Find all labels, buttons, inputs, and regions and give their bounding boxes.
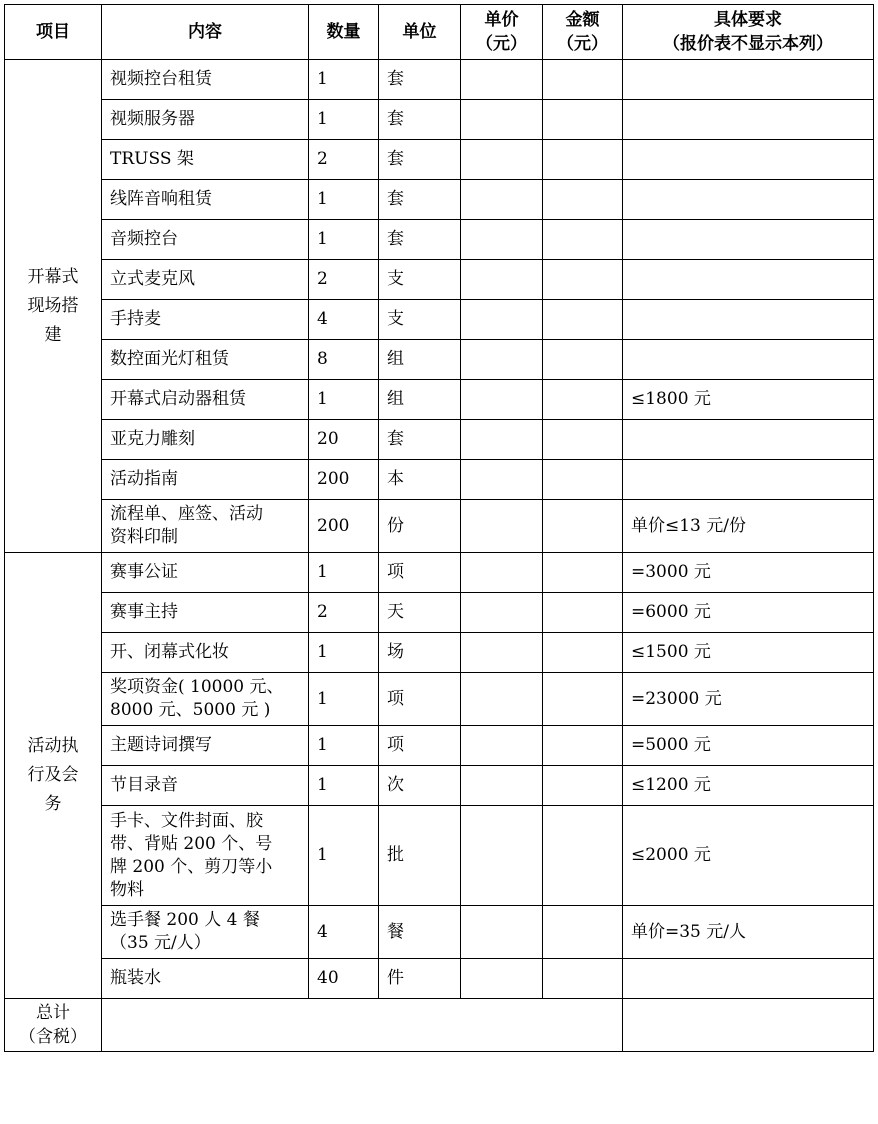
unit-cell: 组 [379,380,461,420]
content-cell: 奖项资金( 10000 元、 8000 元、5000 元 ) [102,673,309,726]
project-cell: 开幕式 现场搭 建 [5,60,102,553]
requirement-cell [623,60,874,100]
unit-price-cell [461,766,543,806]
table-row [5,460,874,500]
unit-price-cell [461,633,543,673]
table-row [5,766,874,806]
amount-cell [543,593,623,633]
header-requirement: 具体要求 （报价表不显示本列） [623,5,874,60]
quotation-table [4,4,874,1052]
content-cell: 流程单、座签、活动 资料印制 [102,500,309,553]
amount-cell [543,673,623,726]
requirement-cell: ≤2000 元 [623,806,874,906]
amount-cell [543,553,623,593]
table-row [5,220,874,260]
table-row [5,553,874,593]
requirement-cell: ≤1500 元 [623,633,874,673]
table-row [5,959,874,999]
table-row [5,806,874,906]
content-cell: 数控面光灯租赁 [102,340,309,380]
unit-cell: 次 [379,766,461,806]
qty-cell: 1 [309,806,379,906]
content-cell: 开幕式启动器租赁 [102,380,309,420]
table-row [5,340,874,380]
content-cell: 瓶装水 [102,959,309,999]
unit-price-cell [461,420,543,460]
amount-cell [543,460,623,500]
unit-price-cell [461,460,543,500]
qty-cell: 200 [309,500,379,553]
unit-price-cell [461,60,543,100]
unit-cell: 项 [379,726,461,766]
requirement-cell [623,260,874,300]
content-cell: 视频服务器 [102,100,309,140]
table-row [5,420,874,460]
header-unit: 单位 [379,5,461,60]
requirement-cell [623,100,874,140]
unit-cell: 支 [379,300,461,340]
content-cell: 立式麦克风 [102,260,309,300]
requirement-cell: =3000 元 [623,553,874,593]
unit-cell: 餐 [379,906,461,959]
requirement-cell [623,140,874,180]
table-row [5,633,874,673]
qty-cell: 4 [309,300,379,340]
unit-price-cell [461,593,543,633]
unit-cell: 套 [379,100,461,140]
unit-cell: 套 [379,220,461,260]
total-label: 总计 （含税） [5,999,102,1052]
total-row [5,999,874,1052]
requirement-cell [623,959,874,999]
qty-cell: 1 [309,726,379,766]
table-row [5,300,874,340]
qty-cell: 1 [309,60,379,100]
unit-cell: 支 [379,260,461,300]
qty-cell: 1 [309,673,379,726]
requirement-cell: ≤1200 元 [623,766,874,806]
table-row [5,500,874,553]
header-row [5,5,874,60]
table-row [5,906,874,959]
unit-price-cell [461,959,543,999]
amount-cell [543,140,623,180]
qty-cell: 1 [309,766,379,806]
qty-cell: 2 [309,140,379,180]
content-cell: 手持麦 [102,300,309,340]
unit-cell: 批 [379,806,461,906]
amount-cell [543,766,623,806]
qty-cell: 40 [309,959,379,999]
amount-cell [543,100,623,140]
qty-cell: 2 [309,593,379,633]
unit-price-cell [461,906,543,959]
requirement-cell [623,420,874,460]
requirement-cell [623,460,874,500]
content-cell: 音频控台 [102,220,309,260]
content-cell: TRUSS 架 [102,140,309,180]
table-row [5,593,874,633]
amount-cell [543,806,623,906]
qty-cell: 20 [309,420,379,460]
requirement-cell [623,340,874,380]
content-cell: 亚克力雕刻 [102,420,309,460]
content-cell: 赛事主持 [102,593,309,633]
requirement-cell: 单价≤13 元/份 [623,500,874,553]
qty-cell: 1 [309,180,379,220]
unit-price-cell [461,220,543,260]
table-row [5,180,874,220]
table-row [5,100,874,140]
table-row [5,60,874,100]
unit-cell: 项 [379,673,461,726]
unit-cell: 场 [379,633,461,673]
unit-cell: 组 [379,340,461,380]
project-cell: 活动执 行及会 务 [5,553,102,999]
qty-cell: 2 [309,260,379,300]
content-cell: 视频控台租赁 [102,60,309,100]
amount-cell [543,380,623,420]
unit-cell: 本 [379,460,461,500]
unit-cell: 天 [379,593,461,633]
unit-price-cell [461,260,543,300]
table-body [5,60,874,1052]
qty-cell: 1 [309,380,379,420]
content-cell: 手卡、文件封面、胶 带、背贴 200 个、号 牌 200 个、剪刀等小 物料 [102,806,309,906]
header-content: 内容 [102,5,309,60]
amount-cell [543,500,623,553]
unit-price-cell [461,806,543,906]
table-row [5,380,874,420]
qty-cell: 1 [309,553,379,593]
qty-cell: 1 [309,100,379,140]
total-value-cell [102,999,623,1052]
amount-cell [543,420,623,460]
content-cell: 活动指南 [102,460,309,500]
unit-price-cell [461,500,543,553]
qty-cell: 8 [309,340,379,380]
qty-cell: 1 [309,633,379,673]
amount-cell [543,260,623,300]
unit-cell: 套 [379,420,461,460]
unit-price-cell [461,180,543,220]
total-requirement-cell [623,999,874,1052]
requirement-cell: =23000 元 [623,673,874,726]
unit-price-cell [461,140,543,180]
amount-cell [543,959,623,999]
qty-cell: 200 [309,460,379,500]
content-cell: 主题诗词撰写 [102,726,309,766]
header-amount: 金额 （元） [543,5,623,60]
amount-cell [543,726,623,766]
amount-cell [543,300,623,340]
content-cell: 赛事公证 [102,553,309,593]
unit-cell: 项 [379,553,461,593]
requirement-cell [623,220,874,260]
unit-cell: 件 [379,959,461,999]
amount-cell [543,633,623,673]
header-qty: 数量 [309,5,379,60]
unit-price-cell [461,300,543,340]
content-cell: 节目录音 [102,766,309,806]
qty-cell: 4 [309,906,379,959]
requirement-cell: =5000 元 [623,726,874,766]
amount-cell [543,906,623,959]
unit-cell: 套 [379,180,461,220]
unit-cell: 套 [379,60,461,100]
table-row [5,140,874,180]
amount-cell [543,60,623,100]
unit-price-cell [461,673,543,726]
requirement-cell [623,180,874,220]
qty-cell: 1 [309,220,379,260]
requirement-cell: 单价=35 元/人 [623,906,874,959]
content-cell: 选手餐 200 人 4 餐 （35 元/人） [102,906,309,959]
table-row [5,673,874,726]
content-cell: 开、闭幕式化妆 [102,633,309,673]
content-cell: 线阵音响租赁 [102,180,309,220]
amount-cell [543,340,623,380]
requirement-cell: ≤1800 元 [623,380,874,420]
unit-price-cell [461,380,543,420]
unit-price-cell [461,340,543,380]
header-unit-price: 单价 （元） [461,5,543,60]
amount-cell [543,180,623,220]
table-row [5,260,874,300]
requirement-cell: =6000 元 [623,593,874,633]
table-row [5,726,874,766]
unit-price-cell [461,726,543,766]
unit-price-cell [461,100,543,140]
requirement-cell [623,300,874,340]
header-project: 项目 [5,5,102,60]
unit-cell: 份 [379,500,461,553]
amount-cell [543,220,623,260]
unit-price-cell [461,553,543,593]
unit-cell: 套 [379,140,461,180]
